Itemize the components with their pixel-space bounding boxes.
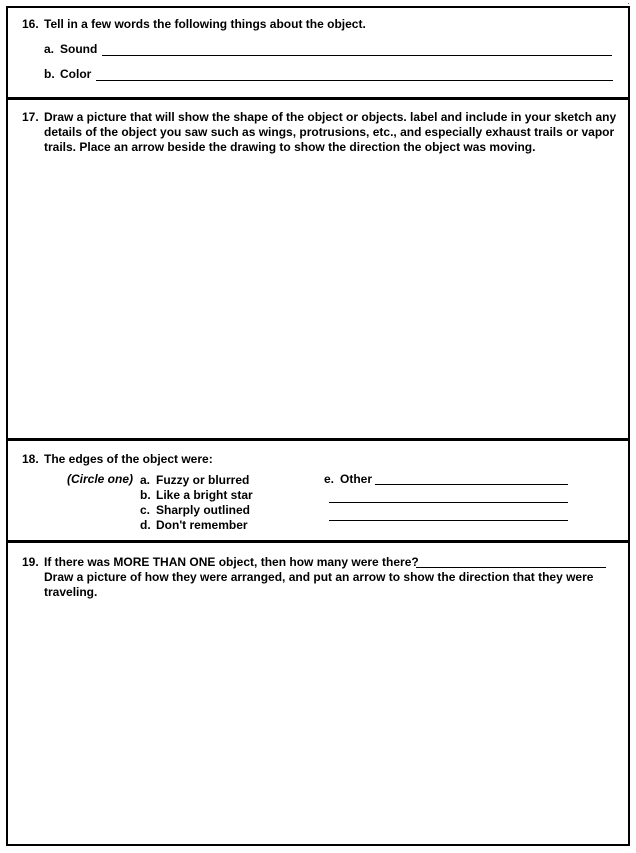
question-17-number: 17. bbox=[22, 110, 39, 124]
sound-answer-line[interactable] bbox=[102, 55, 612, 56]
question-16a-label: Sound bbox=[60, 42, 98, 56]
question-18-section bbox=[8, 441, 628, 540]
questionnaire-form bbox=[6, 6, 630, 846]
question-18-text: The edges of the object were: bbox=[44, 452, 213, 466]
question-19-section bbox=[8, 543, 628, 844]
question-16b-marker: b. bbox=[44, 67, 55, 81]
option-marker: c. bbox=[140, 503, 151, 517]
question-19-number: 19. bbox=[22, 555, 39, 569]
question-16-number: 16. bbox=[22, 17, 39, 31]
question-19-question: If there was MORE THAN ONE object, then how many were there? bbox=[44, 555, 419, 569]
question-18-number: 18. bbox=[22, 452, 39, 466]
option-label: Don't remember bbox=[156, 518, 248, 532]
color-answer-line[interactable] bbox=[96, 80, 613, 81]
question-16-text: Tell in a few words the following things about the object. bbox=[44, 17, 366, 31]
option-label: Fuzzy or blurred bbox=[156, 473, 250, 487]
option-label: Sharply outlined bbox=[156, 503, 251, 517]
question-19-text: Draw a picture of how they were arranged, and put an arrow to show the direction that they were traveling. bbox=[44, 570, 594, 599]
option-label: Other bbox=[340, 472, 373, 486]
object-count-answer-line[interactable] bbox=[416, 567, 606, 568]
question-16b-label: Color bbox=[60, 67, 92, 81]
question-17-section bbox=[8, 100, 628, 438]
sketch-area[interactable] bbox=[10, 160, 626, 434]
option-marker: a. bbox=[140, 473, 151, 487]
other-answer-line-2[interactable] bbox=[329, 502, 568, 503]
question-17-text: Draw a picture that will show the shape of the object or objects. label and include in your sketch any details of the object you saw such as wings, protrusions, etc., and especially exhaust trails or vapor trails. Place an arrow beside the drawing to show the direction the object was moving. bbox=[44, 110, 617, 154]
option-marker: d. bbox=[140, 518, 151, 532]
other-answer-line-3[interactable] bbox=[329, 520, 568, 521]
question-16-section bbox=[8, 8, 628, 97]
option-marker: e. bbox=[324, 472, 335, 486]
question-16a-marker: a. bbox=[44, 42, 55, 56]
corner-speck bbox=[628, 3, 629, 4]
arrangement-sketch-area[interactable] bbox=[10, 607, 626, 840]
option-marker: b. bbox=[140, 488, 151, 502]
other-answer-line[interactable] bbox=[375, 484, 568, 485]
option-label: Like a bright star bbox=[156, 488, 253, 502]
circle-one-instruction: (Circle one) bbox=[67, 472, 134, 486]
